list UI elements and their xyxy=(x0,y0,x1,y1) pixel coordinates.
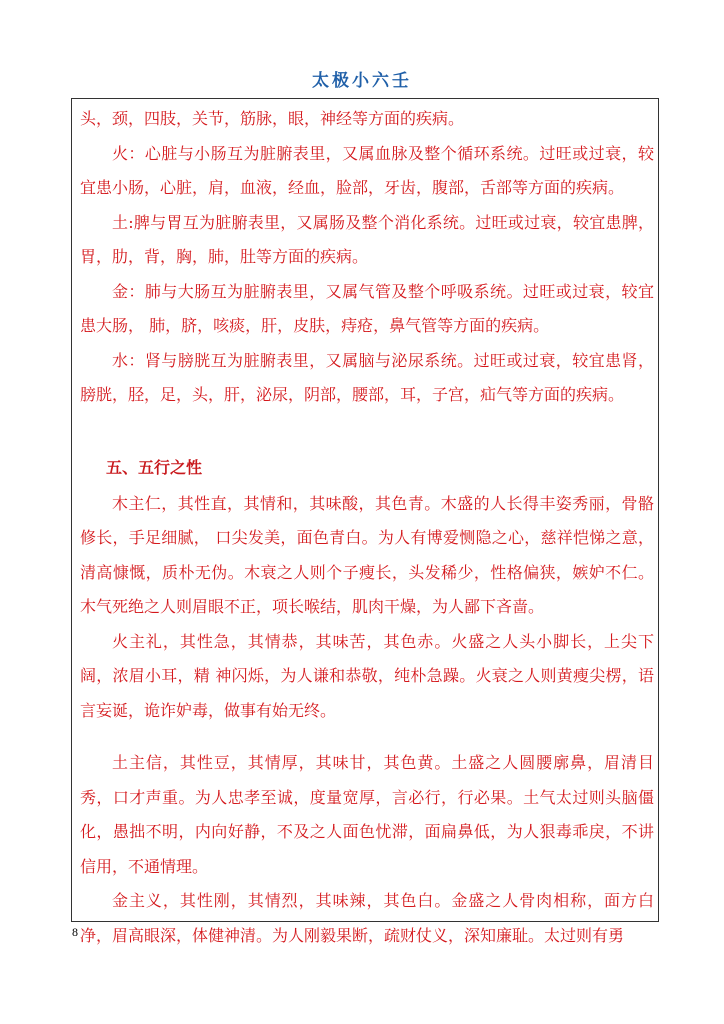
paragraph: 金主义，其性刚，其情烈，其味辣，其色白。金盛之人骨肉相称，面方白净，眉高眼深，体健神清。为人刚毅果断，疏财仗义，深知廉耻。太过则有勇 xyxy=(80,891,654,945)
page-content xyxy=(80,102,654,953)
page-header-title: 太极小六壬 xyxy=(312,71,412,91)
paragraph: 土主信，其性豆，其情厚，其味甘，其色黄。土盛之人圆腰廓鼻，眉清目秀，口才声重。为人忠孝至诚，度量宽厚，言必行，行必果。土气太过则头脑僵化，愚拙不明，内向好静，不及之人面色忧滞，面扁鼻低，为人狠毒乖戾，不讲信用，不通情理。 xyxy=(80,753,654,876)
paragraph: 头，颈，四肢，关节，筋脉，眼，神经等方面的疾病。 xyxy=(80,109,465,128)
paragraph: 火主礼，其性急，其情恭，其味苦，其色赤。火盛之人头小脚长，上尖下阔，浓眉小耳，精 神闪烁，为人谦和恭敬，纯朴急躁。火衰之人则黄瘦尖楞，语言妄诞，诡诈妒毒，做事有始无终。 xyxy=(80,631,654,720)
paragraph: 土:脾与胃互为脏腑表里，又属肠及整个消化系统。过旺或过衰，较宜患脾，胃，肋，背，胸，肺，肚等方面的疾病。 xyxy=(80,212,654,266)
paragraph: 木主仁，其性直，其情和，其味酸，其色青。木盛的人长得丰姿秀丽，骨骼修长，手足细腻， 口尖发美，面色青白。为人有博爱恻隐之心，慈祥恺悌之意，清高慷慨，质朴无伪。木衰之人则个子瘦长，头发稀少，性格偏狭，嫉妒不仁。木气死绝之人则眉眼不正，项长喉结，肌肉干燥，为人鄙下吝啬。 xyxy=(80,493,654,616)
page-number: 8 xyxy=(72,925,78,939)
paragraph: 火：心脏与小肠互为脏腑表里，又属血脉及整个循环系统。过旺或过衰，较宜患小肠，心脏，肩，血液，经血，脸部，牙齿，腹部，舌部等方面的疾病。 xyxy=(80,143,654,197)
paragraph: 金：肺与大肠互为脏腑表里，又属气管及整个呼吸系统。过旺或过衰，较宜患大肠， 肺，脐，咳痰，肝，皮肤，痔疮，鼻气管等方面的疾病。 xyxy=(80,281,654,335)
paragraph: 水：肾与膀胱互为脏腑表里，又属脑与泌尿系统。过旺或过衰，较宜患肾，膀胱，胫，足，头，肝，泌尿，阴部，腰部，耳，子宫，疝气等方面的疾病。 xyxy=(80,350,654,404)
section-heading: 五、五行之性 xyxy=(106,457,203,477)
